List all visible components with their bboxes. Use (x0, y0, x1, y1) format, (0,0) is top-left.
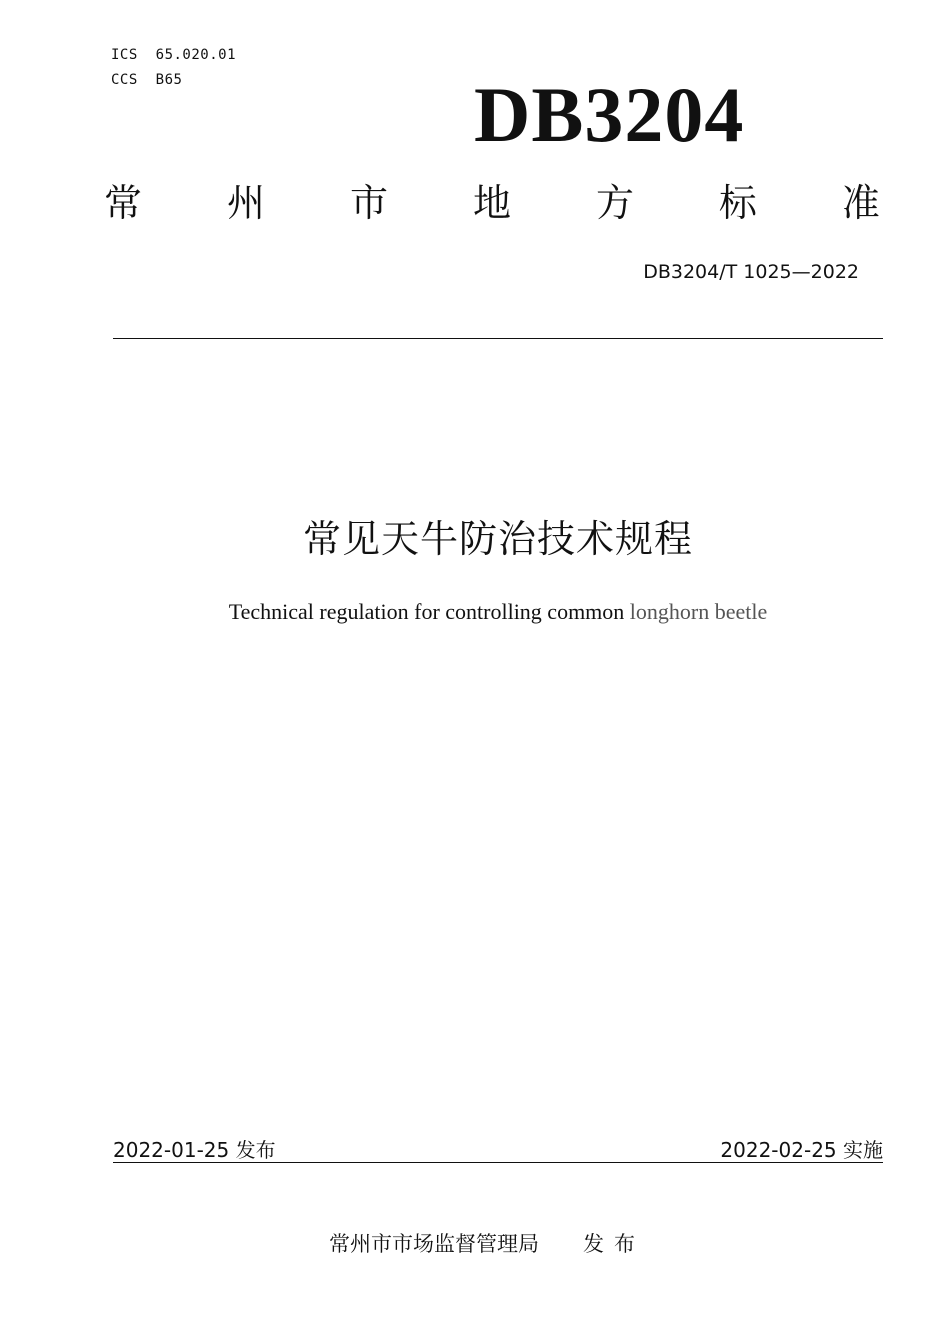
standard-number: DB3204/T 1025—2022 (643, 261, 859, 283)
publish-date: 2022-01-25 发布 (113, 1138, 276, 1162)
standard-code-heading: DB3204 (474, 71, 745, 158)
standard-type-char: 市 (349, 181, 388, 225)
english-title-tail: longhorn beetle (629, 599, 768, 624)
standard-type-char: 标 (718, 181, 757, 225)
standard-type-heading (104, 181, 880, 225)
effective-date: 2022-02-25 实施 (720, 1138, 883, 1162)
document-title-english (0, 599, 950, 625)
standard-type-char: 地 (472, 181, 511, 225)
issuer-name: 常州市市场监督管理局 (329, 1232, 539, 1256)
english-title-main: Technical regulation for controlling common (228, 599, 630, 624)
issuer-action: 发布 (583, 1232, 645, 1256)
bottom-divider (113, 1162, 883, 1163)
ics-code: ICS 65.020.01 (111, 47, 237, 63)
standard-type-char: 州 (226, 181, 265, 225)
top-divider (113, 338, 883, 339)
standard-type-char: 常 (104, 181, 143, 225)
standard-type-char: 准 (841, 181, 880, 225)
ccs-code: CCS B65 (111, 72, 183, 88)
document-title-chinese: 常见天牛防治技术规程 (302, 517, 693, 561)
issuer-line (0, 1228, 950, 1258)
standard-type-char: 方 (595, 181, 634, 225)
